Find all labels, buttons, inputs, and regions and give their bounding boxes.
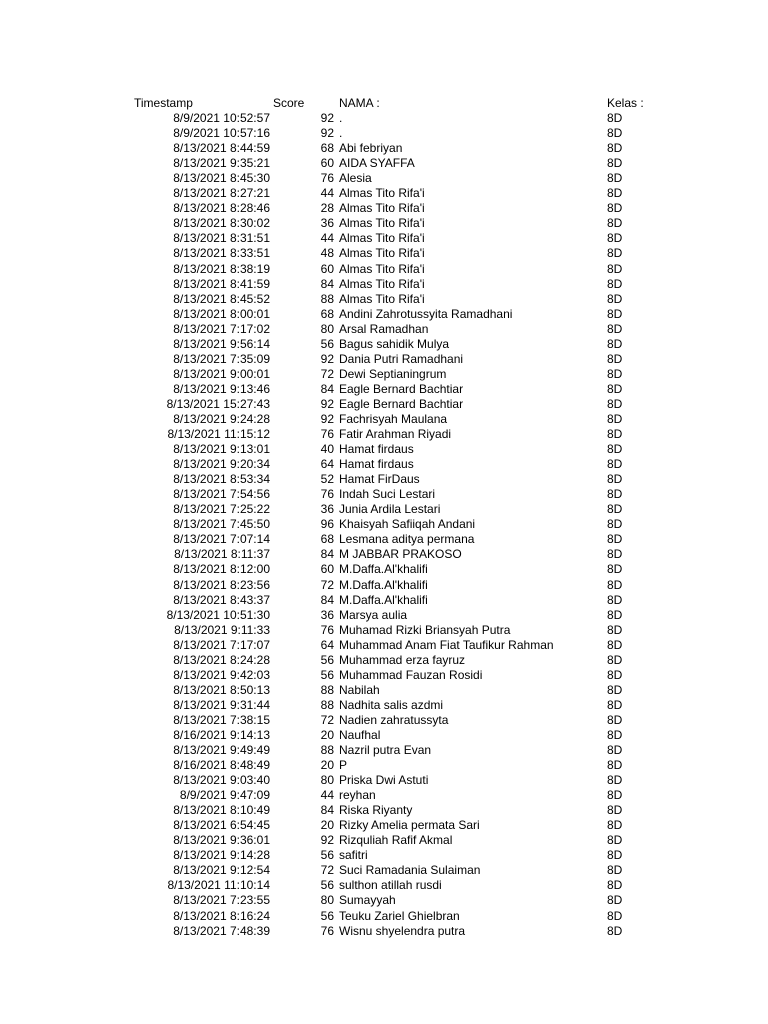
- table-row: [0, 638, 768, 653]
- cell-nama: Almas Tito Rifa'i: [339, 291, 425, 306]
- cell-kelas: 8D: [607, 261, 623, 276]
- cell-kelas: 8D: [607, 712, 623, 727]
- table-row: [0, 216, 768, 231]
- cell-timestamp: 8/13/2021 8:00:01: [173, 306, 270, 321]
- cell-score: 40: [320, 442, 334, 457]
- table-row: [0, 246, 768, 261]
- cell-nama: Arsal Ramadhan: [339, 321, 429, 336]
- cell-nama: Eagle Bernard Bachtiar: [339, 396, 464, 411]
- cell-kelas: 8D: [607, 502, 623, 517]
- table-row: [0, 773, 768, 788]
- cell-kelas: 8D: [607, 803, 623, 818]
- cell-timestamp: 8/13/2021 9:14:28: [173, 848, 270, 863]
- cell-nama: Eagle Bernard Bachtiar: [339, 381, 464, 396]
- cell-kelas: 8D: [607, 682, 623, 697]
- cell-nama: Alesia: [339, 171, 372, 186]
- cell-timestamp: 8/13/2021 8:24:28: [173, 652, 270, 667]
- cell-kelas: 8D: [607, 457, 623, 472]
- table-row: [0, 472, 768, 487]
- cell-nama: Muhammad Fauzan Rosidi: [339, 667, 483, 682]
- cell-score: 56: [320, 336, 334, 351]
- cell-nama: Indah Suci Lestari: [339, 487, 436, 502]
- cell-timestamp: 8/13/2021 8:27:21: [173, 186, 270, 201]
- cell-nama: safitri: [339, 848, 368, 863]
- cell-score: 88: [320, 682, 334, 697]
- cell-timestamp: 8/13/2021 8:38:19: [173, 261, 270, 276]
- cell-kelas: 8D: [607, 532, 623, 547]
- table-row: [0, 924, 768, 939]
- table-row: [0, 517, 768, 532]
- cell-kelas: 8D: [607, 442, 623, 457]
- table-header: [0, 96, 768, 111]
- cell-timestamp: 8/13/2021 7:17:02: [173, 321, 270, 336]
- cell-kelas: 8D: [607, 833, 623, 848]
- cell-timestamp: 8/13/2021 6:54:45: [173, 818, 270, 833]
- table-row: [0, 683, 768, 698]
- cell-score: 56: [320, 908, 334, 923]
- cell-nama: Lesmana aditya permana: [339, 532, 475, 547]
- cell-score: 44: [320, 231, 334, 246]
- cell-kelas: 8D: [607, 246, 623, 261]
- cell-score: 84: [320, 592, 334, 607]
- cell-timestamp: 8/13/2021 9:56:14: [173, 336, 270, 351]
- table-row: [0, 352, 768, 367]
- cell-score: 76: [320, 923, 334, 938]
- cell-nama: M.Daffa.Al'khalifi: [339, 577, 428, 592]
- cell-kelas: 8D: [607, 351, 623, 366]
- cell-nama: Rizquliah Rafif Akmal: [339, 833, 453, 848]
- cell-score: 76: [320, 427, 334, 442]
- table-row: [0, 231, 768, 246]
- table-row: [0, 593, 768, 608]
- table-row: [0, 698, 768, 713]
- cell-kelas: 8D: [607, 411, 623, 426]
- cell-score: 36: [320, 607, 334, 622]
- cell-score: 96: [320, 517, 334, 532]
- table-row: [0, 668, 768, 683]
- cell-score: 80: [320, 321, 334, 336]
- table-row: [0, 562, 768, 577]
- cell-nama: P: [339, 758, 348, 773]
- cell-timestamp: 8/13/2021 8:10:49: [173, 803, 270, 818]
- cell-score: 84: [320, 803, 334, 818]
- cell-score: 68: [320, 532, 334, 547]
- cell-timestamp: 8/13/2021 7:38:15: [173, 712, 270, 727]
- cell-timestamp: 8/13/2021 7:48:39: [173, 923, 270, 938]
- cell-nama: Muhammad erza fayruz: [339, 652, 466, 667]
- cell-nama: Nadien zahratussyta: [339, 712, 449, 727]
- cell-kelas: 8D: [607, 291, 623, 306]
- cell-nama: Teuku Zariel Ghielbran: [339, 908, 460, 923]
- table-row: [0, 818, 768, 833]
- cell-nama: Sumayyah: [339, 893, 396, 908]
- cell-kelas: 8D: [607, 818, 623, 833]
- cell-nama: Nazril putra Evan: [339, 743, 432, 758]
- cell-timestamp: 8/13/2021 11:10:14: [167, 878, 270, 893]
- table-row: [0, 487, 768, 502]
- cell-timestamp: 8/13/2021 8:30:02: [173, 216, 270, 231]
- table-row: [0, 156, 768, 171]
- cell-kelas: 8D: [607, 652, 623, 667]
- cell-score: 84: [320, 381, 334, 396]
- cell-nama: Almas Tito Rifa'i: [339, 231, 425, 246]
- cell-kelas: 8D: [607, 667, 623, 682]
- cell-score: 92: [320, 351, 334, 366]
- cell-timestamp: 8/13/2021 9:49:49: [173, 743, 270, 758]
- cell-score: 64: [320, 637, 334, 652]
- cell-kelas: 8D: [607, 487, 623, 502]
- cell-nama: Dewi Septianingrum: [339, 366, 447, 381]
- table-row: [0, 262, 768, 277]
- cell-nama: Abi febriyan: [339, 141, 403, 156]
- cell-timestamp: 8/16/2021 8:48:49: [173, 758, 270, 773]
- cell-timestamp: 8/13/2021 15:27:43: [166, 396, 270, 411]
- cell-kelas: 8D: [607, 562, 623, 577]
- cell-nama: AIDA SYAFFA: [339, 156, 415, 171]
- cell-nama: Nabilah: [339, 682, 380, 697]
- cell-score: 56: [320, 667, 334, 682]
- cell-timestamp: 8/13/2021 9:11:33: [174, 622, 270, 637]
- cell-kelas: 8D: [607, 727, 623, 742]
- cell-nama: Almas Tito Rifa'i: [339, 201, 425, 216]
- cell-timestamp: 8/13/2021 7:17:07: [173, 637, 270, 652]
- cell-score: 76: [320, 171, 334, 186]
- cell-kelas: 8D: [607, 863, 623, 878]
- table-row: [0, 788, 768, 803]
- cell-score: 20: [320, 727, 334, 742]
- cell-score: 80: [320, 893, 334, 908]
- cell-score: 84: [320, 276, 334, 291]
- cell-timestamp: 8/13/2021 8:23:56: [173, 577, 270, 592]
- table-row: [0, 803, 768, 818]
- cell-kelas: 8D: [607, 366, 623, 381]
- table-row: [0, 457, 768, 472]
- cell-nama: Muhamad Rizki Briansyah Putra: [339, 622, 511, 637]
- cell-timestamp: 8/13/2021 9:31:44: [173, 697, 270, 712]
- cell-kelas: 8D: [607, 216, 623, 231]
- cell-score: 44: [320, 186, 334, 201]
- cell-score: 80: [320, 773, 334, 788]
- table-row: [0, 126, 768, 141]
- cell-nama: M.Daffa.Al'khalifi: [339, 592, 428, 607]
- cell-nama: Almas Tito Rifa'i: [339, 186, 425, 201]
- cell-nama: M JABBAR PRAKOSO: [339, 547, 462, 562]
- cell-timestamp: 8/16/2021 9:14:13: [173, 727, 270, 742]
- cell-score: 88: [320, 697, 334, 712]
- cell-nama: Hamat firdaus: [339, 457, 414, 472]
- table-row: [0, 608, 768, 623]
- cell-nama: .: [339, 126, 343, 141]
- table-row: [0, 277, 768, 292]
- cell-score: 72: [320, 863, 334, 878]
- cell-kelas: 8D: [607, 427, 623, 442]
- table-row: [0, 367, 768, 382]
- cell-timestamp: 8/13/2021 8:33:51: [173, 246, 270, 261]
- cell-score: 88: [320, 743, 334, 758]
- cell-score: 68: [320, 141, 334, 156]
- cell-nama: Fachrisyah Maulana: [339, 411, 448, 426]
- cell-kelas: 8D: [607, 637, 623, 652]
- cell-timestamp: 8/13/2021 9:00:01: [173, 366, 270, 381]
- cell-timestamp: 8/13/2021 7:07:14: [173, 532, 270, 547]
- table-row: [0, 337, 768, 352]
- cell-score: 28: [320, 201, 334, 216]
- cell-kelas: 8D: [607, 743, 623, 758]
- cell-timestamp: 8/13/2021 8:28:46: [173, 201, 270, 216]
- cell-score: 92: [320, 411, 334, 426]
- cell-timestamp: 8/13/2021 9:35:21: [173, 156, 270, 171]
- cell-timestamp: 8/9/2021 10:57:16: [173, 126, 270, 141]
- cell-nama: .: [339, 111, 343, 126]
- cell-nama: reyhan: [339, 788, 376, 803]
- table-row: [0, 292, 768, 307]
- cell-score: 92: [320, 126, 334, 141]
- cell-nama: Nadhita salis azdmi: [339, 697, 444, 712]
- header-nama: NAMA :: [339, 96, 380, 110]
- cell-score: 56: [320, 878, 334, 893]
- cell-kelas: 8D: [607, 547, 623, 562]
- cell-kelas: 8D: [607, 306, 623, 321]
- table-row: [0, 878, 768, 893]
- cell-timestamp: 8/13/2021 8:53:34: [173, 472, 270, 487]
- cell-score: 76: [320, 622, 334, 637]
- table-row: [0, 186, 768, 201]
- cell-timestamp: 8/13/2021 9:42:03: [173, 667, 270, 682]
- table-row: [0, 578, 768, 593]
- table-row: [0, 547, 768, 562]
- cell-timestamp: 8/13/2021 9:20:34: [173, 457, 270, 472]
- cell-timestamp: 8/13/2021 7:54:56: [173, 487, 270, 502]
- cell-nama: Suci Ramadania Sulaiman: [339, 863, 481, 878]
- cell-kelas: 8D: [607, 231, 623, 246]
- cell-timestamp: 8/13/2021 7:35:09: [173, 351, 270, 366]
- cell-score: 92: [320, 396, 334, 411]
- cell-timestamp: 8/13/2021 9:24:28: [173, 411, 270, 426]
- cell-kelas: 8D: [607, 773, 623, 788]
- cell-kelas: 8D: [607, 788, 623, 803]
- cell-nama: Hamat FirDaus: [339, 472, 420, 487]
- table-row: [0, 893, 768, 908]
- cell-timestamp: 8/13/2021 8:41:59: [173, 276, 270, 291]
- cell-kelas: 8D: [607, 396, 623, 411]
- cell-nama: Fatir Arahman Riyadi: [339, 427, 452, 442]
- cell-score: 72: [320, 577, 334, 592]
- cell-score: 56: [320, 652, 334, 667]
- cell-timestamp: 8/13/2021 7:23:55: [173, 893, 270, 908]
- table-row: [0, 758, 768, 773]
- cell-kelas: 8D: [607, 893, 623, 908]
- cell-nama: Almas Tito Rifa'i: [339, 276, 425, 291]
- table-row: [0, 848, 768, 863]
- table-row: [0, 653, 768, 668]
- table-row: [0, 412, 768, 427]
- cell-kelas: 8D: [607, 171, 623, 186]
- cell-timestamp: 8/13/2021 11:15:12: [167, 427, 270, 442]
- cell-kelas: 8D: [607, 758, 623, 773]
- cell-nama: Wisnu shyelendra putra: [339, 923, 466, 938]
- cell-kelas: 8D: [607, 848, 623, 863]
- table-row: [0, 909, 768, 924]
- cell-timestamp: 8/13/2021 8:45:52: [173, 291, 270, 306]
- cell-kelas: 8D: [607, 607, 623, 622]
- cell-nama: Hamat firdaus: [339, 442, 414, 457]
- table-row: [0, 397, 768, 412]
- cell-score: 44: [320, 788, 334, 803]
- cell-nama: Andini Zahrotussyita Ramadhani: [339, 306, 513, 321]
- cell-timestamp: 8/9/2021 9:47:09: [179, 788, 270, 803]
- cell-nama: Khaisyah Safiiqah Andani: [339, 517, 476, 532]
- table-row: [0, 442, 768, 457]
- table-row: [0, 141, 768, 156]
- cell-kelas: 8D: [607, 517, 623, 532]
- cell-kelas: 8D: [607, 321, 623, 336]
- cell-timestamp: 8/13/2021 8:50:13: [173, 682, 270, 697]
- cell-nama: Junia Ardila Lestari: [339, 502, 441, 517]
- cell-timestamp: 8/13/2021 9:12:54: [173, 863, 270, 878]
- cell-kelas: 8D: [607, 111, 623, 126]
- header-timestamp: Timestamp: [134, 96, 193, 110]
- cell-nama: Marsya aulia: [339, 607, 408, 622]
- cell-kelas: 8D: [607, 472, 623, 487]
- cell-kelas: 8D: [607, 141, 623, 156]
- cell-timestamp: 8/13/2021 9:36:01: [173, 833, 270, 848]
- cell-score: 60: [320, 156, 334, 171]
- cell-timestamp: 8/13/2021 8:45:30: [173, 171, 270, 186]
- cell-nama: Bagus sahidik Mulya: [339, 336, 450, 351]
- cell-kelas: 8D: [607, 156, 623, 171]
- cell-timestamp: 8/13/2021 8:12:00: [173, 562, 270, 577]
- cell-timestamp: 8/13/2021 9:03:40: [173, 773, 270, 788]
- cell-score: 20: [320, 758, 334, 773]
- cell-nama: Riska Riyanty: [339, 803, 413, 818]
- cell-kelas: 8D: [607, 126, 623, 141]
- cell-kelas: 8D: [607, 923, 623, 938]
- cell-nama: Priska Dwi Astuti: [339, 773, 429, 788]
- cell-kelas: 8D: [607, 622, 623, 637]
- cell-timestamp: 8/13/2021 7:45:50: [173, 517, 270, 532]
- cell-nama: M.Daffa.Al'khalifi: [339, 562, 428, 577]
- cell-score: 20: [320, 818, 334, 833]
- cell-kelas: 8D: [607, 201, 623, 216]
- cell-nama: Muhammad Anam Fiat Taufikur Rahman: [339, 637, 554, 652]
- cell-kelas: 8D: [607, 336, 623, 351]
- cell-score: 64: [320, 457, 334, 472]
- cell-nama: Rizky Amelia permata Sari: [339, 818, 480, 833]
- cell-score: 60: [320, 562, 334, 577]
- cell-timestamp: 8/13/2021 8:43:37: [173, 592, 270, 607]
- cell-score: 56: [320, 848, 334, 863]
- cell-timestamp: 8/13/2021 8:11:37: [174, 547, 270, 562]
- table-row: [0, 833, 768, 848]
- cell-kelas: 8D: [607, 276, 623, 291]
- cell-score: 92: [320, 833, 334, 848]
- cell-kelas: 8D: [607, 908, 623, 923]
- cell-kelas: 8D: [607, 697, 623, 712]
- cell-score: 36: [320, 502, 334, 517]
- table-row: [0, 322, 768, 337]
- cell-kelas: 8D: [607, 592, 623, 607]
- cell-timestamp: 8/13/2021 7:25:22: [173, 502, 270, 517]
- cell-score: 88: [320, 291, 334, 306]
- table-row: [0, 863, 768, 878]
- cell-nama: Almas Tito Rifa'i: [339, 216, 425, 231]
- cell-nama: Almas Tito Rifa'i: [339, 261, 425, 276]
- cell-kelas: 8D: [607, 878, 623, 893]
- header-score: Score: [273, 96, 305, 110]
- table-row: [0, 382, 768, 397]
- cell-timestamp: 8/13/2021 9:13:46: [173, 381, 270, 396]
- table-row: [0, 728, 768, 743]
- cell-timestamp: 8/13/2021 8:44:59: [173, 141, 270, 156]
- table-row: [0, 532, 768, 547]
- cell-kelas: 8D: [607, 186, 623, 201]
- table-row: [0, 427, 768, 442]
- table-row: [0, 713, 768, 728]
- cell-timestamp: 8/13/2021 9:13:01: [173, 442, 270, 457]
- table-row: [0, 623, 768, 638]
- table-row: [0, 111, 768, 126]
- cell-nama: Dania Putri Ramadhani: [339, 351, 464, 366]
- table-row: [0, 201, 768, 216]
- cell-timestamp: 8/13/2021 8:16:24: [173, 908, 270, 923]
- cell-score: 84: [320, 547, 334, 562]
- cell-nama: Almas Tito Rifa'i: [339, 246, 425, 261]
- cell-nama: Naufhal: [339, 727, 381, 742]
- cell-score: 36: [320, 216, 334, 231]
- table-row: [0, 743, 768, 758]
- cell-score: 76: [320, 487, 334, 502]
- cell-score: 52: [320, 472, 334, 487]
- cell-score: 92: [320, 111, 334, 126]
- score-table: [0, 96, 768, 939]
- table-row: [0, 171, 768, 186]
- cell-kelas: 8D: [607, 577, 623, 592]
- cell-timestamp: 8/9/2021 10:52:57: [173, 111, 270, 126]
- cell-kelas: 8D: [607, 381, 623, 396]
- cell-score: 68: [320, 306, 334, 321]
- cell-timestamp: 8/13/2021 10:51:30: [166, 607, 270, 622]
- table-body: [0, 111, 768, 939]
- table-row: [0, 502, 768, 517]
- cell-score: 72: [320, 366, 334, 381]
- table-row: [0, 307, 768, 322]
- header-kelas: Kelas :: [607, 96, 644, 110]
- cell-timestamp: 8/13/2021 8:31:51: [173, 231, 270, 246]
- cell-nama: sulthon atillah rusdi: [339, 878, 442, 893]
- cell-score: 72: [320, 712, 334, 727]
- cell-score: 60: [320, 261, 334, 276]
- cell-score: 48: [320, 246, 334, 261]
